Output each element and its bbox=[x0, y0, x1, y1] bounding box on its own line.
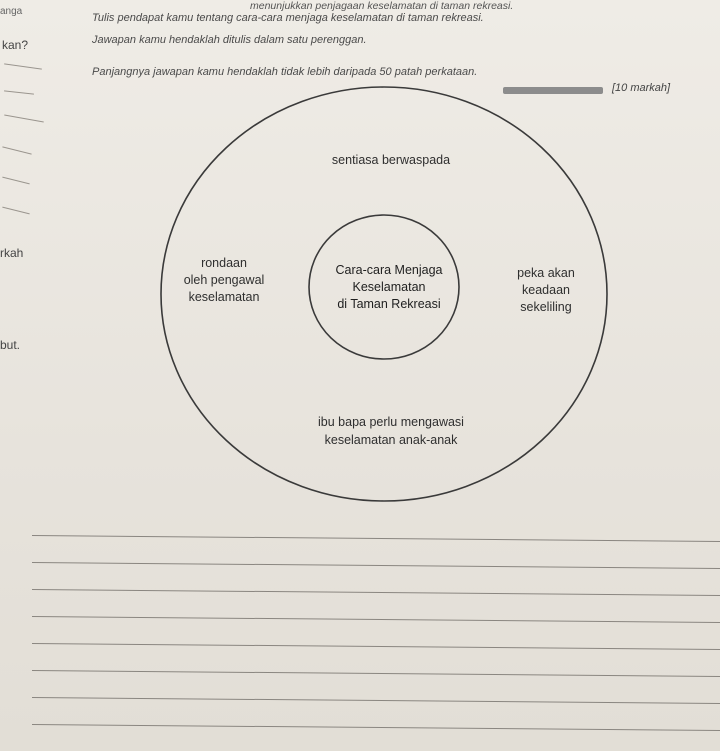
idea-left-line-1: rondaan bbox=[201, 256, 247, 270]
idea-left-line-3: keselamatan bbox=[188, 290, 260, 304]
center-line-1: Cara-cara Menjaga bbox=[335, 263, 443, 277]
idea-top: sentiasa berwaspada bbox=[331, 153, 451, 167]
idea-left-line-2: oleh pengawal bbox=[183, 273, 265, 287]
idea-right-line-3: sekeliling bbox=[520, 300, 572, 314]
idea-right-line-2: keadaan bbox=[522, 283, 570, 297]
marks-label: [10 markah] bbox=[612, 82, 671, 94]
center-line-2: Keselamatan bbox=[352, 280, 426, 294]
idea-bottom-line-1: ibu bapa perlu mengawasi bbox=[318, 415, 464, 429]
header-text: menunjukkan penjagaan keselamatan di taman rekreasi. bbox=[250, 0, 514, 12]
instruction-line-2: Jawapan kamu hendaklah ditulis dalam satu perenggan. bbox=[92, 34, 367, 46]
idea-right-line-1: peka akan bbox=[517, 266, 575, 280]
instruction-line-1: Tulis pendapat kamu tentang cara-cara menjaga keselamatan di taman rekreasi. bbox=[92, 12, 484, 24]
center-line-3: di Taman Rekreasi bbox=[337, 297, 441, 311]
margin-fragment-1: kan? bbox=[2, 38, 29, 52]
instruction-line-3: Panjangnya jawapan kamu hendaklah tidak lebih daripada 50 patah perkataan. bbox=[92, 66, 478, 78]
margin-fragment-top: anga bbox=[0, 6, 23, 17]
idea-bottom-line-2: keselamatan anak-anak bbox=[324, 433, 458, 447]
margin-fragment-3: but. bbox=[0, 338, 21, 352]
margin-fragment-2: rkah bbox=[0, 246, 24, 260]
